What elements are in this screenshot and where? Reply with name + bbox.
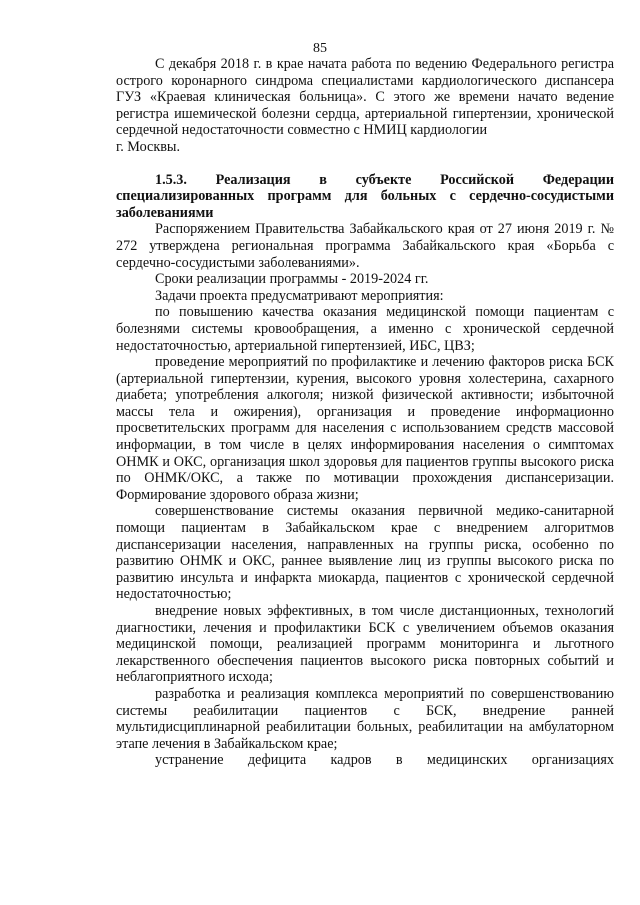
paragraph-quality: по повышению качества оказания медицинской помощи пациентам с болезнями системы кровообращения, а именно с хронической сердечной недостаточностью, артериальной гипертензией, ИБС, ЦВЗ;	[116, 304, 614, 354]
section-heading: 1.5.3. Реализация в субъекте Российской Федерации специализированных программ для больных с сердечно-сосудистыми заболеваниями	[116, 171, 614, 221]
paragraph-prevention: проведение мероприятий по профилактике и лечению факторов риска БСК (артериальной гипертензии, курения, высокого уровня холестерина, сахарного диабета; употребления алкоголя; низкой физической активности; избыточной массы тела и ожирения), организация и проведение информационно просветительских программ для населения с использованием средств массовой информации, в том числе в целях информирования населения о симптомах ОНМК и ОКС, организация школ здоровья для пациентов группы высокого риска по ОНМК/ОКС, а также по мотивации прохождения диспансеризации. Формирование здорового образа жизни;	[116, 354, 614, 503]
page-number: 85	[313, 41, 327, 56]
paragraph-staffing: устранение дефицита кадров в медицинских организациях	[155, 752, 614, 769]
document-body	[116, 56, 614, 769]
paragraph-primary-care: совершенствование системы оказания первичной медико-санитарной помощи пациентам в Забайкальском крае с внедрением алгоритмов диспансеризации населения, направленных на группы риска, особенно по развитию ОНМК и ОКС, раннее выявление лиц из группы высокого риска по развитию инсульта и инфаркта миокарда, пациентов с хронической сердечной недостаточностью;	[116, 503, 614, 603]
paragraph-rehabilitation: разработка и реализация комплекса мероприятий по совершенствованию системы реабилитации пациентов с БСК, внедрение ранней мультидисциплинарной реабилитации больных, реабилитации на амбулаторном этапе лечения в Забайкальском крае;	[116, 685, 614, 752]
paragraph-tasks-intro: Задачи проекта предусматривают мероприятия:	[155, 287, 444, 304]
intro-paragraph: С декабря 2018 г. в крае начата работа по ведению Федерального регистра острого коронарного синдрома специалистами кардиологического диспансера ГУЗ «Краевая клиническая больница». С этого же времени начато ведение регистра ишемической болезни сердца, артериальной гипертензии, хронической сердечной недостаточности совместно с НМИЦ кардиологии	[116, 56, 614, 139]
paragraph-technologies: внедрение новых эффективных, в том числе дистанционных, технологий диагностики, лечения и профилактики БСК с увеличением объемов оказания медицинской помощи, реализацией программ мониторинга и льготного лекарственного обеспечения пациентов высокого риска повторных событий и неблагоприятного исхода;	[116, 603, 614, 686]
paragraph-program-period: Сроки реализации программы - 2019-2024 гг.	[155, 271, 429, 288]
spacer	[116, 156, 614, 172]
intro-paragraph-tail: г. Москвы.	[116, 138, 180, 155]
paragraph-decree: Распоряжением Правительства Забайкальского края от 27 июня 2019 г. № 272 утверждена региональная программа Забайкальского края «Борьба с сердечно-сосудистыми заболеваниями».	[116, 221, 614, 271]
